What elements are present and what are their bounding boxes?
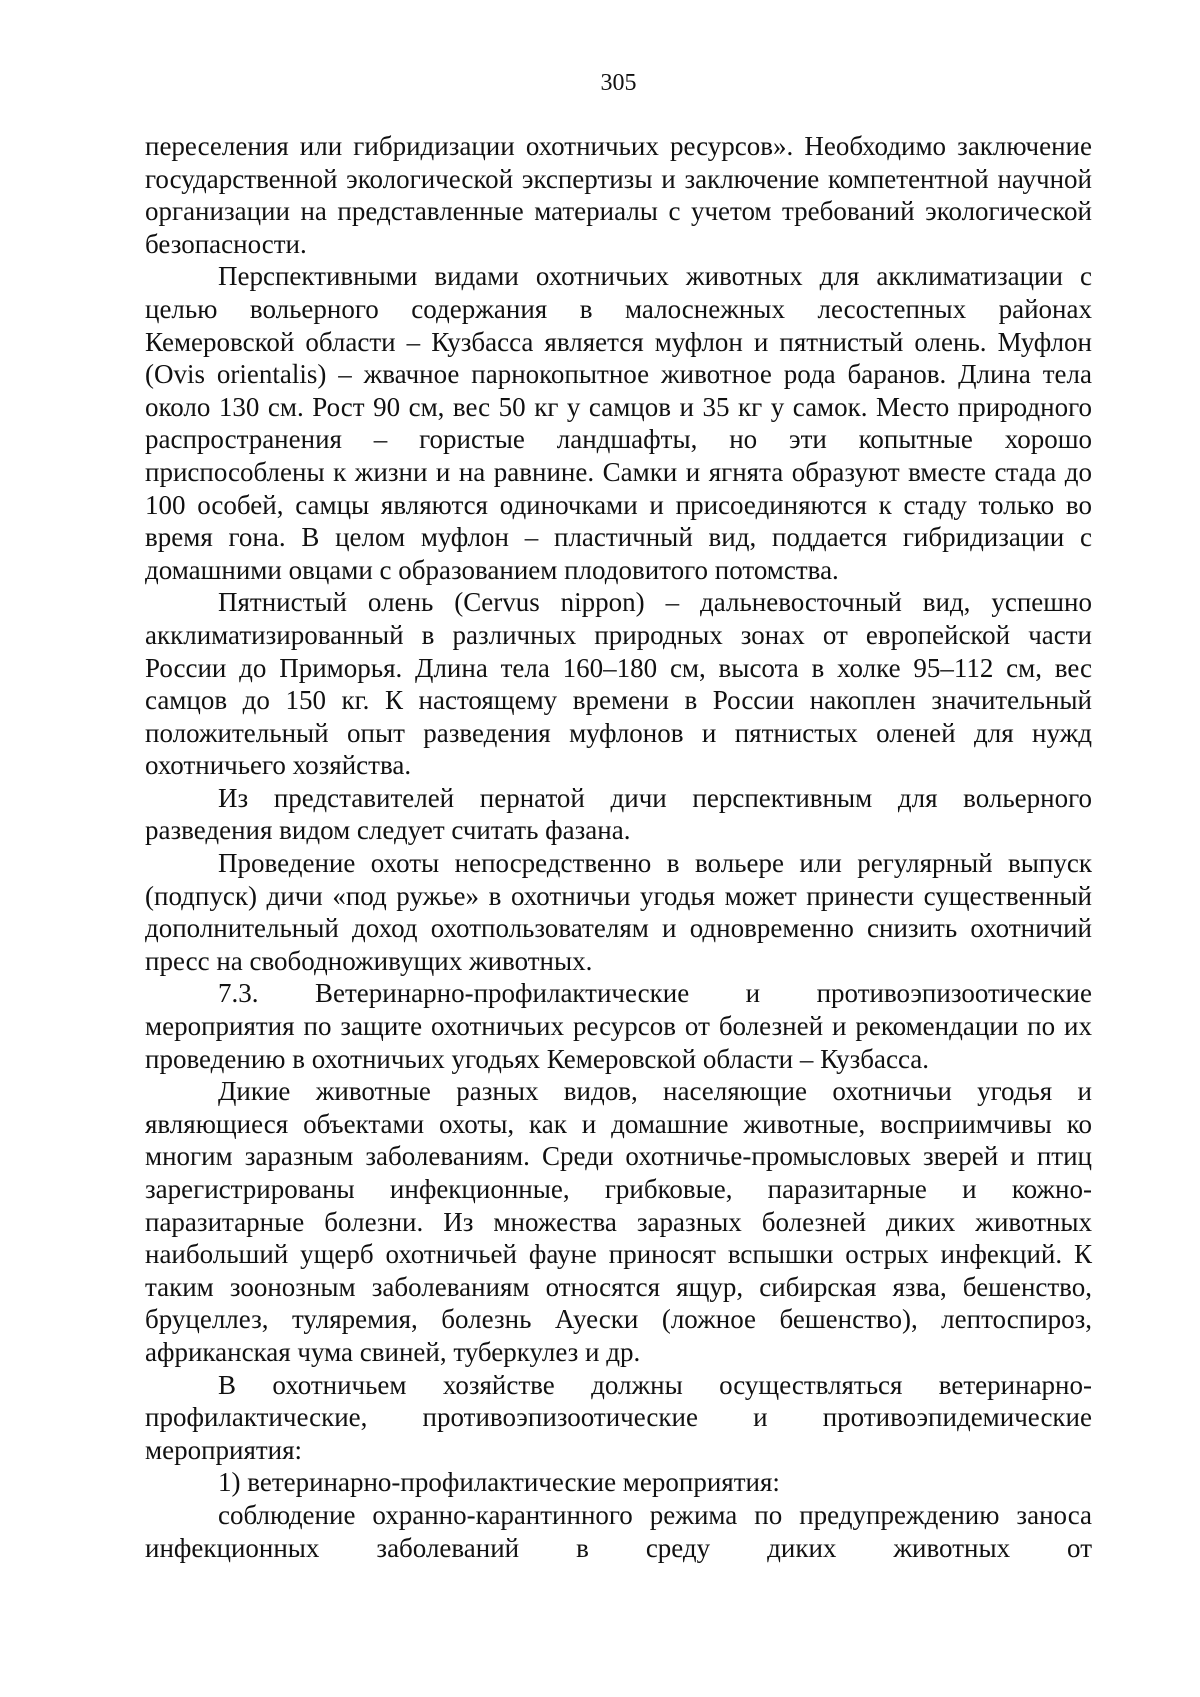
paragraph-pheasant: Из представителей пернатой дичи перспективным для вольерного разведения видом следует считать фазана. <box>145 782 1092 846</box>
page-number: 305 <box>600 70 637 96</box>
document-page <box>145 68 1092 1564</box>
paragraph-hunting-enclosure: Проведение охоты непосредственно в вольере или регулярный выпуск (подпуск) дичи «под ружье» в охотничьи угодья может принести существенный дополнительный доход охотпользователям и одновременно снизить охотничий пресс на свободноживущих животных. <box>145 848 1092 976</box>
paragraph-wild-animal-diseases: Дикие животные разных видов, населяющие охотничьи угодья и являющиеся объектами охоты, как и домашние животные, восприимчивы ко многим заразным заболеваниям. Среди охотничье-промысловых зверей и птиц зарегистрированы инфекционные, грибковые, паразитарные и кожно-паразитарные болезни. Из множества заразных болезней диких животных наибольший ущерб охотничьей фауне приносят вспышки острых инфекций. К таким зоонозным заболеваниям относятся ящур, сибирская язва, бешенство, бруцеллез, туляремия, болезнь Ауески (ложное бешенство), лептоспироз, африканская чума свиней, туберкулез и др. <box>145 1076 1092 1367</box>
paragraph-quarantine-regime: соблюдение охранно-карантинного режима по предупреждению заноса инфекционных заболеваний в среду диких животных от <box>145 1499 1092 1563</box>
paragraph-spotted-deer: Пятнистый олень (Cervus nippon) – дальневосточный вид, успешно акклиматизированный в различных природных зонах от европейской части России до Приморья. Длина тела 160–180 см, высота в холке 95–112 см, вес самцов до 150 кг. К настоящему времени в России накоплен значительный положительный опыт разведения муфлонов и пятнистых оленей для нужд охотничьего хозяйства. <box>145 587 1092 781</box>
list-item-veterinary-measures: 1) ветеринарно-профилактические мероприятия: <box>218 1467 780 1498</box>
section-heading-7-3: 7.3. Ветеринарно-профилактические и противоэпизоотические мероприятия по защите охотничьих ресурсов от болезней и рекомендации по их проведению в охотничьих угодьях Кемеровской области – Кузбасса. <box>145 978 1092 1074</box>
paragraph-measures-intro: В охотничьем хозяйстве должны осуществляться ветеринарно-профилактические, противоэпизоотические и противоэпидемические мероприятия: <box>145 1369 1092 1465</box>
paragraph-resettlement: переселения или гибридизации охотничьих ресурсов». Необходимо заключение государственной экологической экспертизы и заключение компетентной научной организации на представленные материалы с учетом требований экологической безопасности. <box>145 131 1092 259</box>
paragraph-mouflon: Перспективными видами охотничьих животных для акклиматизации с целью вольерного содержания в малоснежных лесостепных районах Кемеровской области – Кузбасса является муфлон и пятнистый олень. Муфлон (Ovis orientalis) – жвачное парнокопытное животное рода баранов. Длина тела около 130 см. Рост 90 см, вес 50 кг у самцов и 35 кг у самок. Место природного распространения – гористые ландшафты, но эти копытные хорошо приспособлены к жизни и на равнине. Самки и ягнята образуют вместе стада до 100 особей, самцы являются одиночками и присоединяются к стаду только во время гона. В целом муфлон – пластичный вид, поддается гибридизации с домашними овцами с образованием плодовитого потомства. <box>145 261 1092 585</box>
